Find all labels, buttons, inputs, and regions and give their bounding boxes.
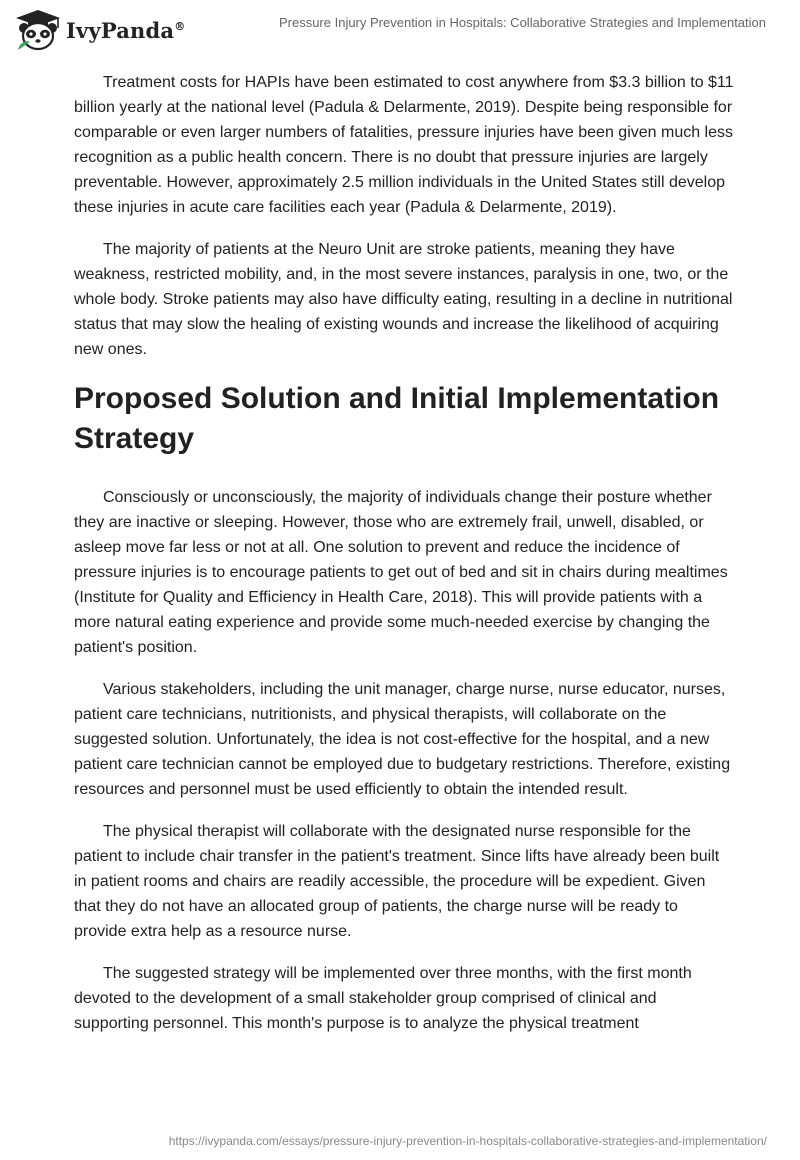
- paragraph-posture: Consciously or unconsciously, the majority of individuals change their posture whether they are inactive or sleeping. However, those who are extremely frail, unwell, disabled, or asleep move far less or not at all. One solution to prevent and reduce the incidence of pressure injuries is to encourage patients to get out of bed and sit in chairs during mealtimes (Institute for Quality and Efficiency in Health Care, 2018). This will provide patients with a more natural eating experience and provide some much-needed exercise by changing the patient's position.: [74, 489, 728, 656]
- source-url-link[interactable]: https://ivypanda.com/essays/pressure-injury-prevention-in-hospitals-collaborative-strategies-and-implementation/: [168, 1134, 767, 1148]
- page-header: [0, 0, 800, 60]
- registered-mark: ®: [174, 19, 186, 33]
- paragraph-physical-therapist: The physical therapist will collaborate with the designated nurse responsible for the patient to include chair transfer in the patient's treatment. Since lifts have already been built in patient rooms and chairs are readily accessible, the procedure will be expedient. Given that they do not have an allocated group of patients, the charge nurse will be ready to provide extra help as a resource nurse.: [74, 823, 720, 940]
- panda-graduate-icon: [14, 8, 62, 52]
- paragraph-treatment-costs: Treatment costs for HAPIs have been estimated to cost anywhere from $3.3 billion to $11 billion yearly at the national level (Padula & Delarmente, 2019). Despite being responsible for comparable or even larger numbers of fatalities, pressure injuries have been given much less recognition as a public health concern. There is no doubt that pressure injuries are largely preventable. However, approximately 2.5 million individuals in the United States still develop these injuries in acute care facilities each year (Padula & Delarmente, 2019).: [74, 74, 734, 216]
- section-heading: Proposed Solution and Initial Implementation Strategy: [74, 382, 720, 455]
- brand-name: IvyPanda®: [66, 17, 186, 43]
- paragraph-neuro-unit: The majority of patients at the Neuro Unit are stroke patients, meaning they have weakness, restricted mobility, and, in the most severe instances, paralysis in one, two, or the whole body. Stroke patients may also have difficulty eating, resulting in a decline in nutritional status that may slow the healing of existing wounds and increase the likelihood of acquiring new ones.: [74, 241, 733, 358]
- document-title: Pressure Injury Prevention in Hospitals: Collaborative Strategies and Implementation: [278, 15, 766, 30]
- essay-content: [74, 70, 734, 1053]
- paragraph-stakeholders: Various stakeholders, including the unit manager, charge nurse, nurse educator, nurses, patient care technicians, nutritionists, and physical therapists, will collaborate on the suggested solution. Unfortunately, the idea is not cost-effective for the hospital, and a new patient care technician cannot be employed due to budgetary restrictions. Therefore, existing resources and personnel must be used efficiently to obtain the intended result.: [74, 681, 731, 798]
- ivypanda-logo[interactable]: [14, 8, 185, 52]
- paragraph-strategy-timeline: The suggested strategy will be implemented over three months, with the first month devoted to the development of a small stakeholder group comprised of clinical and supporting personnel. This month's purpose is to analyze the physical treatment: [74, 965, 692, 1032]
